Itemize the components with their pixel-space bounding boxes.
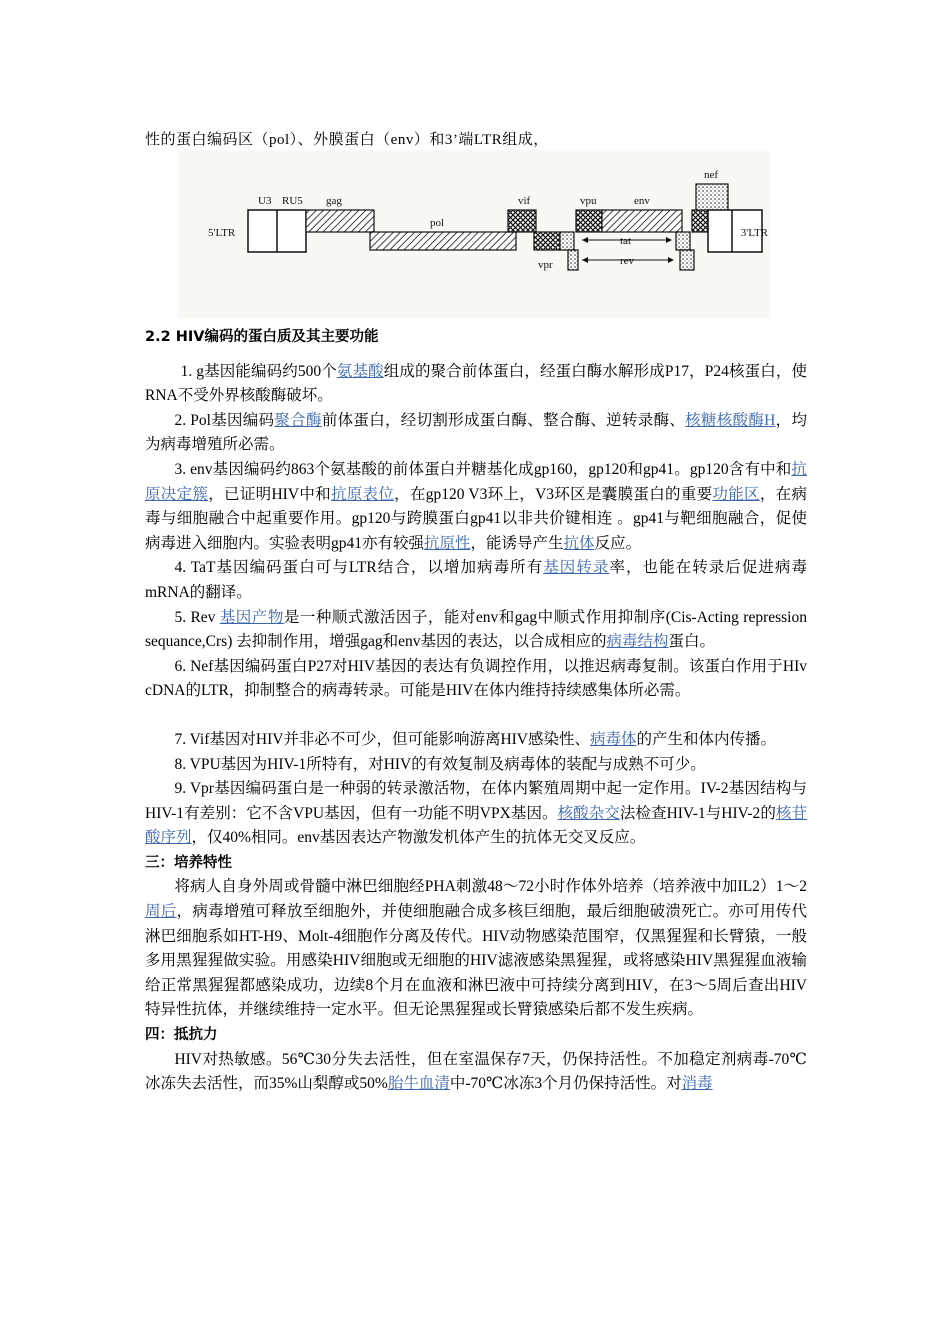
- link-viral-structure[interactable]: 病毒结构: [606, 633, 669, 651]
- paragraph-pol: 2. Pol基因编码聚合酶前体蛋白，经切割形成蛋白酶、整合酶、逆转录酶、核糖核酸酶H，均为病毒增殖所必需。: [145, 411, 807, 454]
- paragraph-resistance: HIV对热敏感。56℃30分失去活性，但在室温保存7天，仍保持活性。不加稳定剂病毒-70℃冰冻失去活性，而35%山梨醇或50%胎牛血清中-70℃冰冻3个月仍保持活性。对消毒: [145, 1050, 807, 1093]
- link-weeks-later[interactable]: 周后: [145, 903, 177, 921]
- label-u3: U3: [258, 195, 272, 207]
- link-antibody[interactable]: 抗体: [563, 534, 595, 552]
- spacer: [145, 704, 807, 728]
- hiv-genome-figure: [178, 150, 770, 318]
- link-gene-transcription[interactable]: 基因转录: [543, 559, 610, 577]
- env-block: [602, 210, 682, 232]
- link-disinfection[interactable]: 消毒: [681, 1075, 713, 1093]
- label-gag: gag: [326, 195, 342, 207]
- link-functional-region[interactable]: 功能区: [712, 485, 760, 503]
- paragraph-nef: 6. Nef基因编码蛋白P27对HIV基因的表达有负调控作用，以推迟病毒复制。该蛋白作用于HIv cDNA的LTR，抑制整合的病毒转录。可能是HIV在体内维持持续感集体所必需。: [145, 657, 807, 700]
- link-polymerase[interactable]: 聚合酶: [274, 411, 322, 429]
- vif-block: [508, 210, 536, 232]
- genome-map: [178, 150, 770, 318]
- label-5ltr: 5'LTR: [208, 227, 236, 239]
- link-virion[interactable]: 病毒体: [590, 730, 637, 748]
- link-fetal-bovine-serum[interactable]: 胎牛血清: [387, 1075, 450, 1093]
- label-vpr: vpr: [538, 259, 553, 271]
- paragraph-vif: 7. Vif基因对HIV并非必不可少，但可能影响游离HIV感染性、病毒体的产生和体内传播。: [174, 730, 777, 748]
- tat-exon1: [560, 232, 574, 250]
- label-tat: tat: [620, 235, 631, 247]
- rev-exon1: [568, 250, 578, 270]
- rev-exon2: [680, 250, 694, 270]
- link-epitope[interactable]: 抗原表位: [330, 485, 395, 503]
- label-nef: nef: [704, 169, 719, 181]
- label-pol: pol: [430, 217, 445, 229]
- link-gene-product[interactable]: 基因产物: [219, 608, 284, 626]
- label-3ltr: 3'LTR: [740, 227, 768, 239]
- gag-block: [306, 210, 374, 232]
- vpr-block: [534, 232, 560, 250]
- main-content: [145, 325, 807, 1097]
- pol-block: [370, 232, 516, 250]
- nef-block: [696, 184, 728, 212]
- label-rev: rev: [620, 255, 635, 267]
- paragraph-env: 3. env基因编码约863个氨基酸的前体蛋白并糖基化成gp160，gp120和gp41。gp120含有中和抗原决定簇，已证明HIV中和抗原表位，在gp120 V3环上，V3环区是囊膜蛋白的重要功能区，在病毒与细胞融合中起重要作用。gp120与跨膜蛋白gp41以非共价键相连 。gp41与靶细胞融合，促使病毒进入细胞内。实验表明gp41亦有较强抗原性，能诱导产生抗体反应。: [145, 460, 807, 552]
- link-amino-acid[interactable]: 氨基酸: [336, 362, 384, 380]
- link-antigenicity[interactable]: 抗原性: [424, 534, 471, 552]
- paragraph-tat: 4. TaT基因编码蛋白可与LTR结合，以增加病毒所有基因转录率，也能在转录后促进病毒mRNA的翻译。: [145, 559, 807, 601]
- label-vif: vif: [518, 195, 531, 207]
- link-nucleic-acid-hybridization[interactable]: 核酸杂交: [557, 804, 620, 822]
- label-vpu: vpu: [580, 195, 597, 207]
- section-heading-2-2: 2.2 HIV编码的蛋白质及其主要功能: [145, 329, 379, 345]
- paragraph-vpu: 8. VPU基因为HIV-1所特有，对HIV的有效复制及病毒体的装配与成熟不可少。: [174, 755, 706, 773]
- paragraph-culture: 将病人自身外周或骨髓中淋巴细胞经PHA刺激48～72小时作体外培养（培养液中加IL2）1～2周后，病毒增殖可释放至细胞外，并使细胞融合成多核巨细胞，最后细胞破溃死亡。亦可用传代淋巴细胞系如HT-H9、Molt-4细胞作分离及传代。HIV动物感染范围窄，仅黑猩猩和长臂猿，一般多用黑猩猩做实验。用感染HIV细胞或无细胞的HIV滤液感染黑猩猩，或将感染HIV黑猩猩血液输给正常黑猩猩都感染成功，边续8个月在血液和淋巴液中可持续分离到HIV，在3～5周后查出HIV特异性抗体，并继续维持一定水平。但无论黑猩猩或长臂猿感染后都不发生疾病。: [145, 878, 807, 1019]
- section-heading-resistance: 四：抵抗力: [145, 1027, 218, 1044]
- label-env: env: [634, 195, 650, 207]
- paragraph-gag: 1. g基因能编码约500个氨基酸组成的聚合前体蛋白，经蛋白酶水解形成P17，P24核蛋白，使RNA不受外界核酸酶破坏。: [145, 362, 807, 405]
- intro-line: 性的蛋白编码区（pol）、外膜蛋白（env）和3’端LTR组成，: [145, 132, 549, 148]
- vpu-block: [576, 210, 602, 232]
- link-rnase-h[interactable]: 核糖核酸酶H: [685, 411, 776, 429]
- tat-exon2: [676, 232, 690, 250]
- section-heading-culture: 三：培养特性: [145, 854, 232, 871]
- paragraph-rev: 5. Rev 基因产物是一种顺式激活因子，能对env和gag中顺式作用抑制序(Cis-Acting repression sequance,Crs) 去抑制作用，增强gag和env基因的表达，以合成相应的病毒结构蛋白。: [145, 608, 807, 651]
- link-antigenic-determinant[interactable]: 抗原决定簇: [145, 460, 807, 503]
- label-ru5: RU5: [282, 195, 303, 207]
- paragraph-vpr: 9. Vpr基因编码蛋白是一种弱的转录激活物，在体内繁殖周期中起一定作用。IV-2基因结构与HIV-1有差别：它不含VPU基因，但有一功能不明VPX基因。核酸杂交法检查HIV-1与HIV-2的核苷酸序列，仅40%相同。env基因表达产物激发机体产生的抗体无交叉反应。: [145, 780, 807, 847]
- link-nucleotide-sequence[interactable]: 核苷酸序列: [145, 804, 807, 847]
